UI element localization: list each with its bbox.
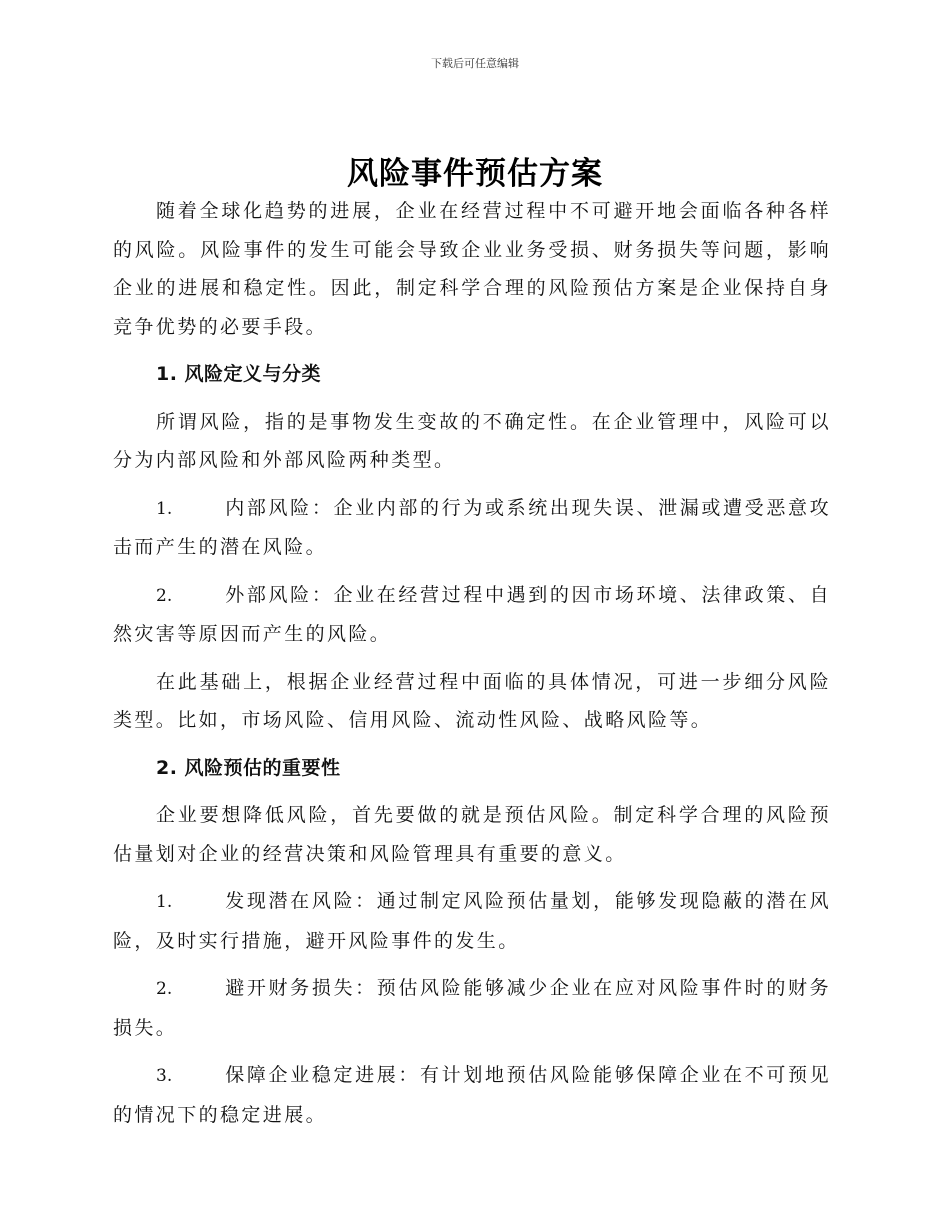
list-item-number: 1. [156, 892, 173, 912]
list-item-number: 3. [156, 1066, 173, 1086]
section-1-paragraph: 所谓风险，指的是事物发生变故的不确定性。在企业管理中，风险可以分为内部风险和外部风险两种类型。 [113, 410, 831, 471]
document-body [113, 192, 831, 1134]
section-2-paragraph: 企业要想降低风险，首先要做的就是预估风险。制定科学合理的风险预估量划对企业的经营决策和风险管理具有重要的意义。 [113, 804, 831, 865]
list-item-text: 外部风险：企业在经营过程中遇到的因市场环境、法律政策、自然灾害等原因而产生的风险。 [113, 583, 831, 645]
list-item-number: 2. [156, 979, 173, 999]
list-item [113, 882, 831, 960]
intro-paragraph: 随着全球化趋势的进展，企业在经营过程中不可避开地会面临各种各样的风险。风险事件的发生可能会导致企业业务受损、财务损失等问题，影响企业的进展和稳定性。因此，制定科学合理的风险预估方案是企业保持自身竞争优势的必要手段。 [113, 200, 831, 338]
list-item [113, 489, 831, 567]
list-item-text: 保障企业稳定进展：有计划地预估风险能够保障企业在不可预见的情况下的稳定进展。 [113, 1064, 831, 1126]
section-2-heading: 2. 风险预估的重要性 [156, 756, 341, 779]
list-item [113, 1056, 831, 1134]
list-item-text: 发现潜在风险：通过制定风险预估量划，能够发现隐蔽的潜在风险，及时实行措施，避开风险事件的发生。 [113, 890, 831, 952]
list-item-number: 1. [156, 498, 173, 519]
list-item-number: 2. [156, 585, 173, 606]
list-item-text: 内部风险：企业内部的行为或系统出现失误、泄漏或遭受恶意攻击而产生的潜在风险。 [113, 496, 831, 558]
section-1-heading: 1. 风险定义与分类 [156, 363, 322, 385]
document-title: 风险事件预估方案 [347, 156, 603, 192]
list-item [113, 969, 831, 1047]
list-item [113, 576, 831, 654]
section-1-paragraph-2: 在此基础上，根据企业经营过程中面临的具体情况，可进一步细分风险类型。比如，市场风险、信用风险、流动性风险、战略风险等。 [113, 670, 831, 731]
list-item-text: 避开财务损失：预估风险能够减少企业在应对风险事件时的财务损失。 [113, 977, 831, 1039]
page-header-note: 下载后可任意编辑 [431, 57, 519, 70]
